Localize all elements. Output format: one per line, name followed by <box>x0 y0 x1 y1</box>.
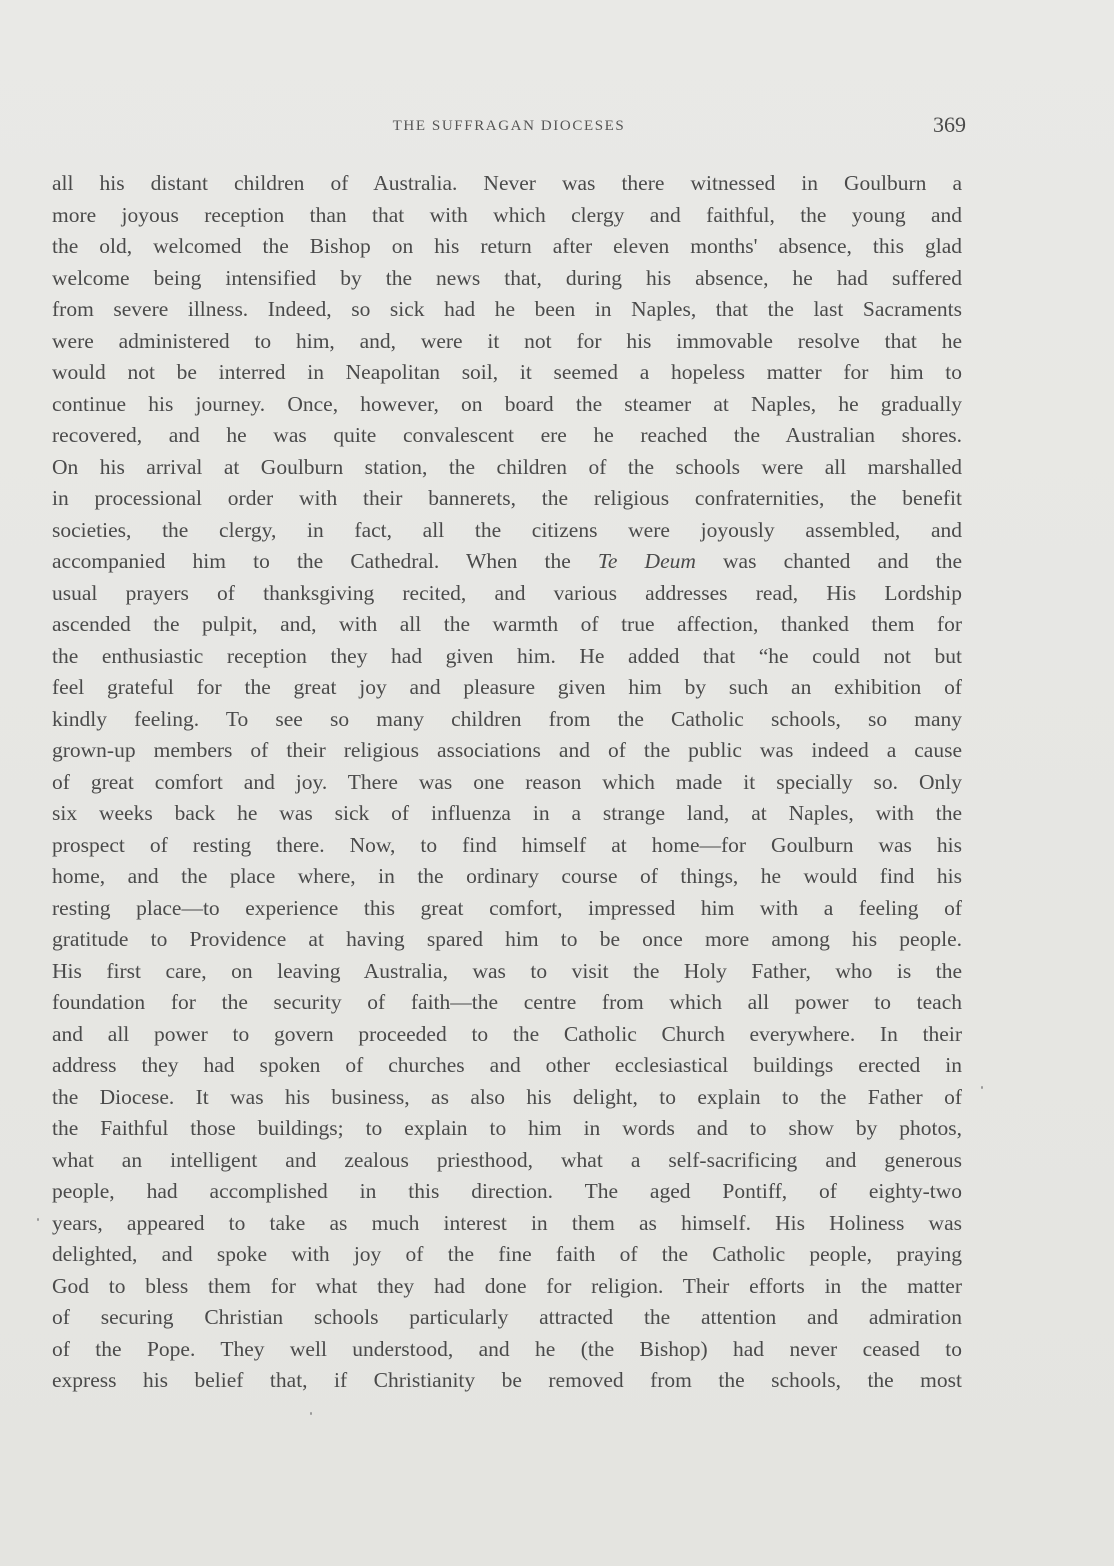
text-line: God to bless them for what they had done for religion. Their efforts in the matter <box>52 1273 962 1298</box>
text-line: His first care, on leaving Australia, was to visit the Holy Father, who is the <box>52 958 962 983</box>
text-line: the enthusiastic reception they had given him. He added that “he could not but <box>52 643 962 668</box>
text-line: in processional order with their bannerets, the religious confraternities, the benefit <box>52 486 962 510</box>
running-head <box>52 112 966 142</box>
text-line: foundation for the security of faith—the centre from which all power to teach <box>52 990 962 1014</box>
body-text <box>52 168 962 1397</box>
text-line: of great comfort and joy. There was one reason which made it specially so. Only <box>52 769 962 794</box>
text-line: recovered, and he was quite convalescent ere he reached the Australian shores. <box>52 423 962 447</box>
text-line: six weeks back he was sick of influenza in a strange land, at Naples, with the <box>52 801 962 825</box>
text-line: welcome being intensified by the news that, during his absence, he had suffered <box>52 265 962 290</box>
text-line: home, and the place where, in the ordinary course of things, he would find his <box>52 864 962 888</box>
paper-speck <box>310 1412 312 1415</box>
text-line: usual prayers of thanksgiving recited, and various addresses read, His Lordship <box>52 580 962 605</box>
text-line: of the Pope. They well understood, and he (the Bishop) had never ceased to <box>52 1336 962 1361</box>
text-line: of securing Christian schools particularly attracted the attention and admiration <box>52 1305 962 1329</box>
text-line: delighted, and spoke with joy of the fine faith of the Catholic people, praying <box>52 1242 962 1266</box>
text-line: the old, welcomed the Bishop on his return after eleven months' absence, this glad <box>52 234 962 258</box>
text-line: resting place—to experience this great comfort, impressed him with a feeling of <box>52 895 962 920</box>
running-title: THE SUFFRAGAN DIOCESES <box>392 118 626 134</box>
text-line: and all power to govern proceeded to the Catholic Church everywhere. In their <box>52 1021 962 1046</box>
text-line: prospect of resting there. Now, to find himself at home—for Goulburn was his <box>52 832 962 857</box>
text-line: ascended the pulpit, and, with all the warmth of true affection, thanked them for <box>52 612 962 636</box>
text-line: the Diocese. It was his business, as also his delight, to explain to the Father of <box>52 1084 962 1109</box>
text-line: all his distant children of Australia. Never was there witnessed in Goulburn a <box>52 171 962 195</box>
text-line: address they had spoken of churches and other ecclesiastical buildings erected in <box>52 1053 962 1077</box>
paper-speck <box>981 1086 983 1089</box>
text-line: would not be interred in Neapolitan soil, it seemed a hopeless matter for him to <box>52 360 962 384</box>
text-line: years, appeared to take as much interest in them as himself. His Holiness was <box>52 1210 962 1235</box>
text-line: grown-up members of their religious associations and of the public was indeed a cause <box>52 738 962 762</box>
text-line: from severe illness. Indeed, so sick had he been in Naples, that the last Sacraments <box>52 297 962 321</box>
page-number: 369 <box>933 112 966 137</box>
text-line: express his belief that, if Christianity be removed from the schools, the most <box>52 1368 962 1392</box>
text-line: were administered to him, and, were it not for his immovable resolve that he <box>52 328 962 353</box>
text-line: continue his journey. Once, however, on board the steamer at Naples, he gradually <box>52 391 962 416</box>
text-line: feel grateful for the great joy and pleasure given him by such an exhibition of <box>52 675 962 699</box>
text-line: societies, the clergy, in fact, all the citizens were joyously assembled, and <box>52 517 962 542</box>
text-line: gratitude to Providence at having spared him to be once more among his people. <box>52 927 962 951</box>
paper-speck <box>37 1218 39 1221</box>
text-line: people, had accomplished in this direction. The aged Pontiff, of eighty-two <box>52 1179 962 1203</box>
text-line: kindly feeling. To see so many children from the Catholic schools, so many <box>52 706 962 731</box>
text-line: On his arrival at Goulburn station, the children of the schools were all marshalled <box>52 454 962 479</box>
text-line: more joyous reception than that with which clergy and faithful, the young and <box>52 202 962 227</box>
text-line: accompanied him to the Cathedral. When the Te Deum was chanted and the <box>52 549 962 573</box>
text-line: what an intelligent and zealous priesthood, what a self-sacrificing and generous <box>52 1147 962 1172</box>
text-line: the Faithful those buildings; to explain to him in words and to show by photos, <box>52 1116 962 1140</box>
